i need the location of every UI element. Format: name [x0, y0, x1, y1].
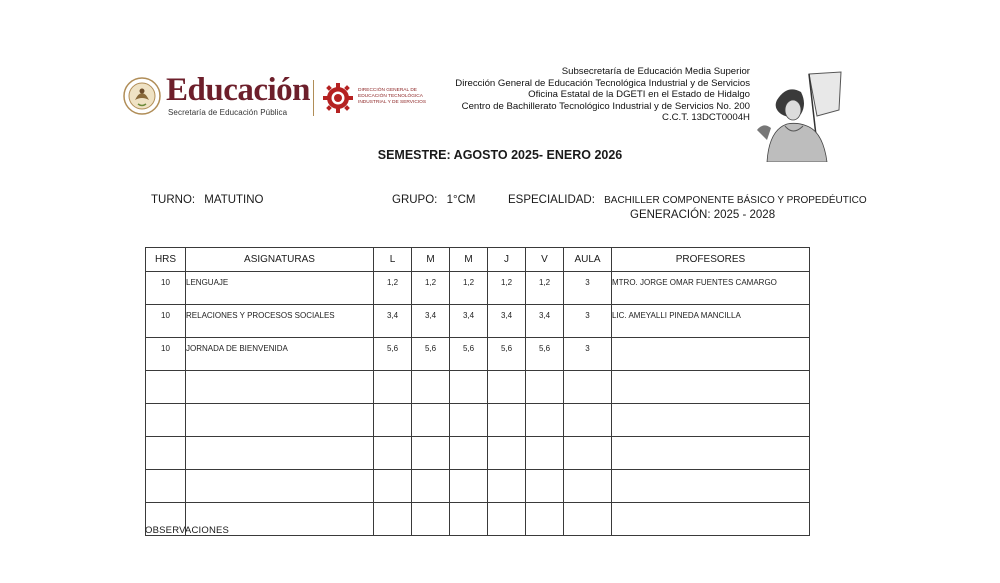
cell-l: 3,4	[374, 305, 412, 338]
cell-m2: 5,6	[450, 338, 488, 371]
column-header: V	[526, 248, 564, 272]
especialidad-field	[508, 194, 867, 206]
cell-profesor: MTRO. JORGE OMAR FUENTES CAMARGO	[612, 272, 810, 305]
cell-profesor: LIC. AMEYALLI PINEDA MANCILLA	[612, 305, 810, 338]
column-header: ASIGNATURAS	[186, 248, 374, 272]
institution-line: C.C.T. 13DCT0004H	[662, 112, 750, 124]
table-header-row	[146, 248, 810, 272]
column-header: M	[412, 248, 450, 272]
especialidad-label: ESPECIALIDAD:	[508, 194, 595, 206]
column-header: HRS	[146, 248, 186, 272]
especialidad-value: BACHILLER COMPONENTE BÁSICO Y PROPEDÉUTICO	[604, 195, 867, 206]
semester-title: SEMESTRE: AGOSTO 2025- ENERO 2026	[377, 148, 623, 162]
cell-m2: 3,4	[450, 305, 488, 338]
cell-profesor	[612, 338, 810, 371]
cell-l: 1,2	[374, 272, 412, 305]
dgeti-gear-logo	[323, 80, 353, 116]
table-row	[146, 338, 810, 371]
observaciones-label: OBSERVACIONES	[145, 525, 230, 536]
cell-l: 5,6	[374, 338, 412, 371]
cell-v: 3,4	[526, 305, 564, 338]
turno-value: MATUTINO	[204, 194, 264, 206]
cell-asignatura: RELACIONES Y PROCESOS SOCIALES	[186, 305, 374, 338]
cell-m2: 1,2	[450, 272, 488, 305]
institution-line: Centro de Bachillerato Tecnológico Industrial y de Servicios No. 200	[461, 100, 750, 112]
column-header: J	[488, 248, 526, 272]
cell-aula: 3	[564, 272, 612, 305]
cell-asignatura: JORNADA DE BIENVENIDA	[186, 338, 374, 371]
table-row	[146, 305, 810, 338]
cell-m1: 3,4	[412, 305, 450, 338]
cell-v: 5,6	[526, 338, 564, 371]
table-row-empty	[146, 371, 810, 404]
cell-aula: 3	[564, 338, 612, 371]
column-header: M	[450, 248, 488, 272]
column-header: PROFESORES	[612, 248, 810, 272]
cell-hrs: 10	[146, 272, 186, 305]
table-row	[146, 272, 810, 305]
cell-hrs: 10	[146, 305, 186, 338]
grupo-label: GRUPO:	[392, 194, 438, 206]
schedule-table	[145, 247, 810, 536]
cell-v: 1,2	[526, 272, 564, 305]
cell-asignatura: LENGUAJE	[186, 272, 374, 305]
institution-line: Oficina Estatal de la DGETI en el Estado de Hidalgo	[528, 89, 750, 101]
column-header: AULA	[564, 248, 612, 272]
cell-j: 3,4	[488, 305, 526, 338]
grupo-value: 1°CM	[446, 194, 476, 206]
table-row-empty	[146, 437, 810, 470]
table-row-empty	[146, 404, 810, 437]
header-divider	[313, 80, 314, 116]
turno-label: TURNO:	[151, 194, 196, 206]
dgeti-logo-text: DIRECCIÓN GENERAL DE EDUCACIÓN TECNOLÓGICA INDUSTRIAL Y DE SERVICIOS	[358, 88, 427, 105]
sep-crest-logo	[122, 74, 162, 120]
brand-subtitle: Secretaría de Educación Pública	[168, 108, 288, 117]
cell-m1: 1,2	[412, 272, 450, 305]
generacion-text: GENERACIÓN: 2025 - 2028	[630, 209, 776, 221]
turno-field	[151, 194, 264, 206]
cell-aula: 3	[564, 305, 612, 338]
cell-j: 1,2	[488, 272, 526, 305]
cell-j: 5,6	[488, 338, 526, 371]
institution-line: Subsecretaría de Educación Media Superior	[561, 66, 750, 77]
cell-m1: 5,6	[412, 338, 450, 371]
table-row-empty	[146, 503, 810, 536]
brand-title: Educación	[166, 72, 311, 108]
column-header: L	[374, 248, 412, 272]
grupo-field	[392, 194, 475, 206]
institution-block	[430, 66, 750, 124]
institution-line: Dirección General de Educación Tecnológica Industrial y de Servicios	[455, 77, 750, 89]
cell-hrs: 10	[146, 338, 186, 371]
table-row-empty	[146, 470, 810, 503]
